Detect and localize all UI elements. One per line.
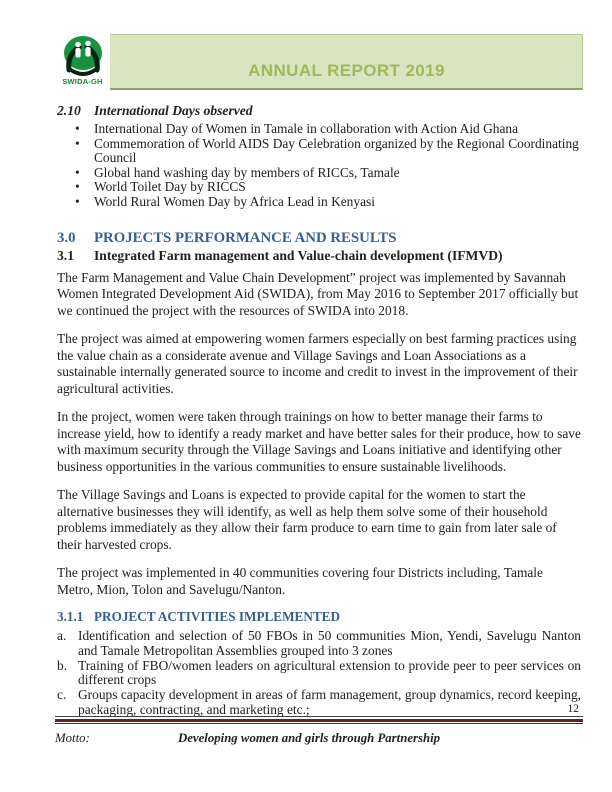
list-item-text: International Day of Women in Tamale in collaboration with Action Aid Ghana xyxy=(94,121,519,136)
bullet-icon: • xyxy=(75,164,80,180)
page-number: 12 xyxy=(55,702,583,717)
paragraph: The project was implemented in 40 communities covering four Districts including, Tamale Metro, Mion, Tolon and Savelugu/Nanton. xyxy=(57,565,543,597)
list-marker: b. xyxy=(57,657,68,673)
bullet-icon: • xyxy=(75,135,80,151)
heading-project-activities xyxy=(57,609,581,625)
bullet-icon: • xyxy=(75,179,80,195)
list-item-text: Training of FBO/women leaders on agricultural extension to provide peer to peer services on different crops xyxy=(78,657,581,688)
list-item-text: Groups capacity development in areas of farm management, group dynamics, record keeping, packaging, contracting, and marketing etc.; xyxy=(78,687,581,718)
logo-text: SWIDA-GH xyxy=(62,77,103,86)
swida-logo xyxy=(55,31,110,90)
heading-number: 3.1 xyxy=(57,247,74,263)
heading-international-days xyxy=(57,103,581,118)
motto-label: Motto: xyxy=(55,731,90,745)
heading-text: PROJECTS PERFORMANCE AND RESULTS xyxy=(94,229,397,246)
footer-rule-thin xyxy=(55,723,583,724)
list-item xyxy=(57,122,581,137)
heading-text: International Days observed xyxy=(94,103,253,118)
list-item-text: Commemoration of World AIDS Day Celebration organized by the Regional Coordinating Council xyxy=(94,135,579,166)
hands-holding-people-icon xyxy=(60,33,106,77)
footer-rule-thick xyxy=(55,719,583,722)
heading-number: 3.0 xyxy=(57,229,76,246)
motto-text: Developing women and girls through Partnership xyxy=(178,731,441,745)
heading-projects-performance xyxy=(57,230,581,247)
paragraph: The project was aimed at empowering women farmers especially on best farming practices using the value chain as a considerate avenue and Village Savings and Loan Associations as a sustainable internally generated source to income and credit to invest in the improvement of their agricultural activities. xyxy=(57,331,578,396)
list-item xyxy=(57,629,581,659)
paragraph: The Farm Management and Value Chain Development” project was implemented by Savannah Women Integrated Development Aid (SWIDA), from May 2016 to September 2017 officially but we continued the project with the resources of SWIDA into 2018. xyxy=(57,269,579,318)
page-title: ANNUAL REPORT 2019 xyxy=(248,61,445,80)
heading-text: Integrated Farm management and Value-chain development (IFMVD) xyxy=(94,247,503,263)
international-days-list xyxy=(57,122,581,210)
list-item-text: Identification and selection of 50 FBOs in 50 communities Mion, Yendi, Savelugu Nanton and Tamale Metropolitan Assemblies grouped into 3 zones xyxy=(78,628,581,658)
heading-ifmvd xyxy=(57,248,581,264)
list-item-text: World Toilet Day by RICCS xyxy=(94,179,246,195)
paragraph: In the project, women were taken through trainings on how to better manage their farms to increase yield, how to identify a ready market and have better sales for their produce, how to save with maximum security through the Village Savings and Loans initiative and identifying other business opportunities in the various communities to ensure sustainable livelihoods. xyxy=(57,409,581,474)
header-banner xyxy=(55,34,583,90)
bullet-icon: • xyxy=(75,193,80,209)
heading-text: PROJECT ACTIVITIES IMPLEMENTED xyxy=(94,609,340,625)
bullet-icon: • xyxy=(75,121,80,136)
page-footer xyxy=(55,702,583,746)
heading-number: 3.1.1 xyxy=(57,609,84,625)
heading-number: 2.10 xyxy=(57,103,81,118)
list-item xyxy=(57,166,581,181)
list-item-text: World Rural Women Day by Africa Lead in Kenyasi xyxy=(94,193,375,209)
list-item-text: Global hand washing day by members of RICCs, Tamale xyxy=(94,164,400,180)
list-marker: a. xyxy=(57,628,67,644)
list-item xyxy=(57,137,581,166)
list-item xyxy=(57,195,581,210)
list-marker: c. xyxy=(57,687,67,703)
paragraph: The Village Savings and Loans is expected to provide capital for the women to start the alternative businesses they will identify, as well as help them solve some of their household problems immediately as they allow their farm produce to earn time to gain from later sale of their harvested crops. xyxy=(57,487,557,552)
list-item xyxy=(57,180,581,195)
motto xyxy=(55,731,583,746)
list-item xyxy=(57,659,581,689)
document-body xyxy=(57,103,581,718)
